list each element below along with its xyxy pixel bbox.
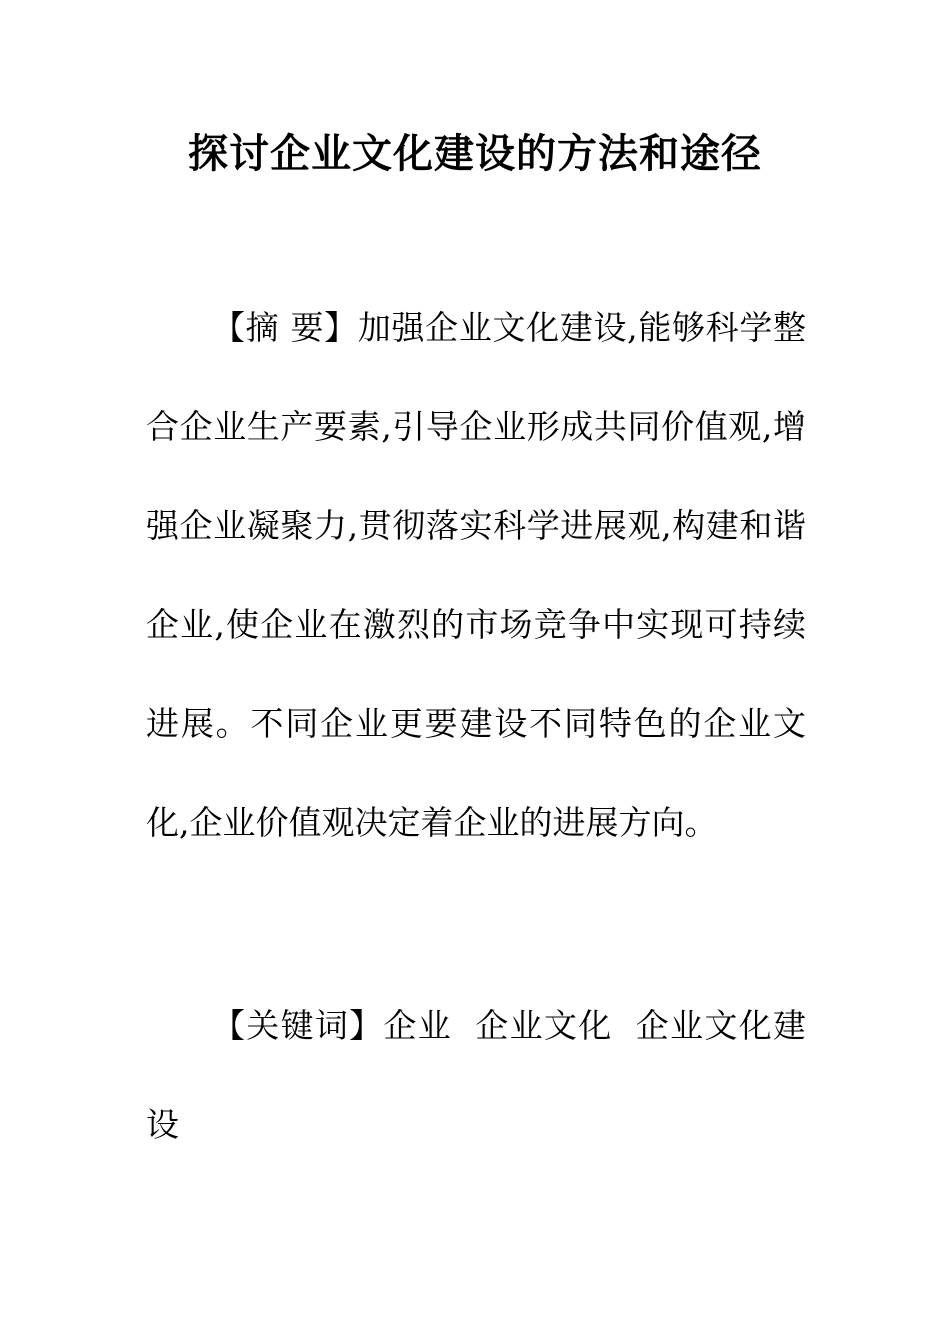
document-title: 探讨企业文化建设的方法和途径	[188, 130, 762, 177]
abstract-text: 加强企业文化建设,能够科学整合企业生产要素,引导企业形成共同价值观,增强企业凝聚力,贯彻落实科学进展观,构建和谐企业,使企业在激烈的市场竞争中实现可持续进展。不同企业更要建设不同特色的企业文化,企业价值观决定着企业的进展方向。	[146, 308, 806, 842]
keywords-paragraph	[146, 976, 806, 1174]
keyword-item: 企业	[383, 1006, 453, 1045]
abstract-paragraph	[146, 278, 806, 872]
abstract-label: 【摘 要】	[212, 308, 358, 347]
keyword-item: 企业文化	[474, 1006, 613, 1045]
keywords-label: 【关键词】	[212, 1006, 384, 1045]
keyword-item: 企业文化建设	[146, 1006, 807, 1144]
